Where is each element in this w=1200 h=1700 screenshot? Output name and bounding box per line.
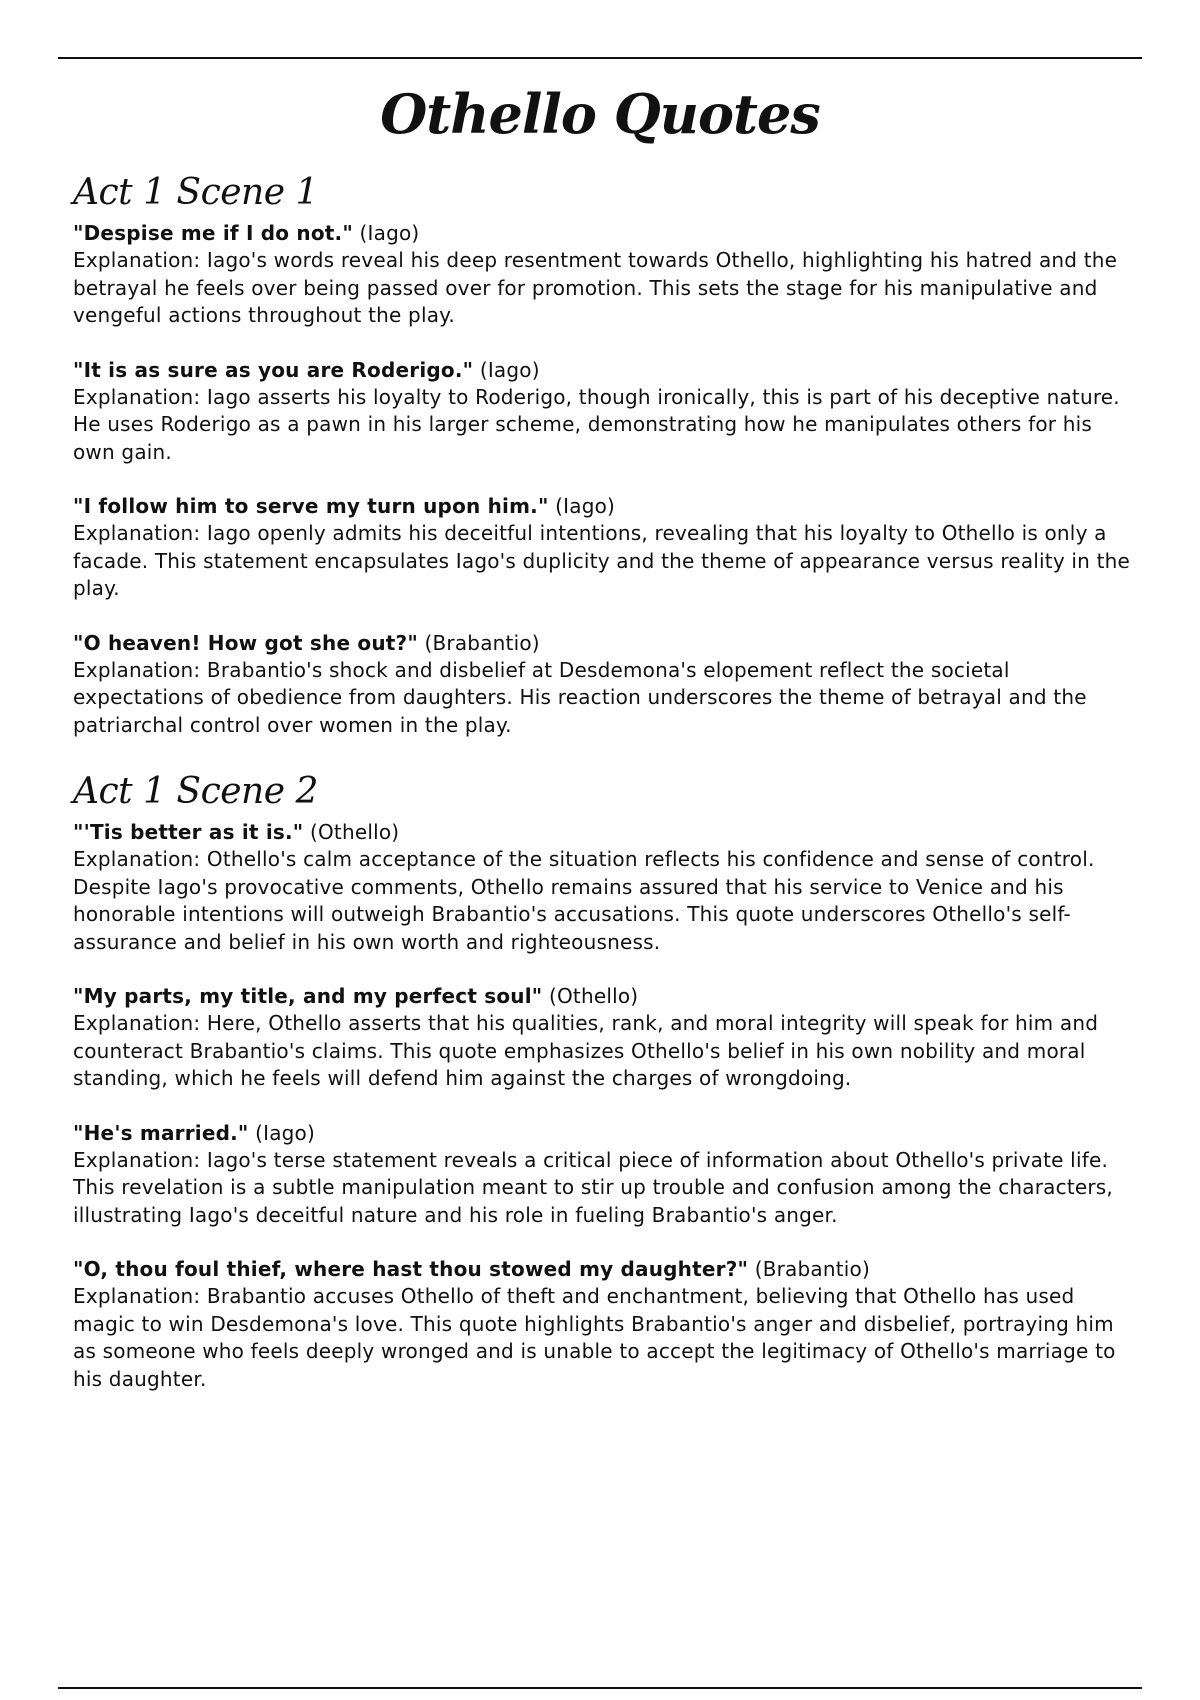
- quote-line: [73, 1256, 1133, 1283]
- explanation: Explanation: Iago openly admits his deceitful intentions, revealing that his loyalty to Othello is only a facade. This statement encapsulates Iago's duplicity and the theme of appearance versus reality in the play.: [73, 521, 1131, 600]
- quote-line: [73, 493, 1133, 520]
- page-title: Othello Quotes: [380, 82, 820, 146]
- quote-text: "'Tis better as it is.": [73, 820, 304, 844]
- quote-entry: [73, 983, 1133, 1093]
- explanation: Explanation: Here, Othello asserts that his qualities, rank, and moral integrity will speak for him and counteract Brabantio's claims. This quote emphasizes Othello's belief in his own nobility and moral standing, which he feels will defend him against the charges of wrongdoing.: [73, 1011, 1099, 1090]
- explanation: Explanation: Iago's terse statement reveals a critical piece of information about Othello's private life. This revelation is a subtle manipulation meant to stir up trouble and confusion among the characters, illustrating Iago's deceitful nature and his role in fueling Brabantio's anger.: [73, 1147, 1113, 1227]
- speaker: (Othello): [548, 984, 639, 1008]
- quote-text: "He's married.": [73, 1120, 249, 1145]
- speaker: (Brabantio): [754, 1257, 870, 1281]
- explanation: Explanation: Iago's words reveal his deep resentment towards Othello, highlighting his hatred and the betrayal he feels over being passed over for promotion. This sets the stage for his manipulative and vengeful actions throughout the play.: [73, 248, 1118, 327]
- quote-text: "My parts, my title, and my perfect soul": [73, 984, 543, 1008]
- quote-line: [73, 983, 1133, 1010]
- quote-entry: [73, 630, 1133, 740]
- quote-line: [73, 630, 1133, 657]
- document-body: [73, 170, 1133, 1393]
- quote-text: "It is as sure as you are Roderigo.": [73, 357, 474, 382]
- quote-entry: [73, 1256, 1133, 1393]
- quote-text: "I follow him to serve my turn upon him.": [73, 494, 549, 518]
- quote-line: [73, 220, 1133, 247]
- section-heading: Act 1 Scene 2: [73, 771, 318, 812]
- speaker: (Iago): [255, 1120, 315, 1145]
- quote-line: [73, 357, 1133, 384]
- quote-text: "O heaven! How got she out?": [73, 630, 418, 655]
- quote-line: [73, 819, 1133, 846]
- speaker: (Othello): [309, 820, 400, 844]
- speaker: (Iago): [479, 357, 540, 382]
- quote-entry: [73, 819, 1133, 956]
- quote-entry: [73, 493, 1133, 603]
- section-act-1-scene-2: [73, 769, 1133, 1393]
- section-heading: Act 1 Scene 1: [73, 172, 318, 213]
- quote-text: "O, thou foul thief, where hast thou stowed my daughter?": [73, 1257, 749, 1281]
- quote-entry: [73, 357, 1133, 467]
- quote-text: "Despise me if I do not.": [73, 221, 353, 245]
- quote-entry: [73, 220, 1133, 330]
- section-act-1-scene-1: [73, 170, 1133, 739]
- speaker: (Brabantio): [424, 630, 540, 655]
- bottom-divider: [58, 1687, 1142, 1689]
- top-divider: [58, 57, 1142, 59]
- quote-line: [73, 1120, 1133, 1147]
- speaker: (Iago): [555, 494, 616, 518]
- explanation: Explanation: Brabantio's shock and disbelief at Desdemona's elopement reflect the societal expectations of obedience from daughters. His reaction underscores the theme of betrayal and the patriarchal control over women in the play.: [73, 657, 1087, 737]
- explanation: Explanation: Iago asserts his loyalty to Roderigo, though ironically, this is part of his deceptive nature. He uses Roderigo as a pawn in his larger scheme, demonstrating how he manipulates others for his own gain.: [73, 384, 1120, 464]
- explanation: Explanation: Brabantio accuses Othello of theft and enchantment, believing that Othello has used magic to win Desdemona's love. This quote highlights Brabantio's anger and disbelief, portraying him as someone who feels deeply wronged and is unable to accept the legitimacy of Othello's marriage to his daughter.: [73, 1284, 1116, 1391]
- explanation: Explanation: Othello's calm acceptance of the situation reflects his confidence and sense of control. Despite Iago's provocative comments, Othello remains assured that his service to Venice and his honorable intentions will outweigh Brabantio's accusations. This quote underscores Othello's self-assurance and belief in his own worth and righteousness.: [73, 847, 1095, 954]
- speaker: (Iago): [359, 221, 420, 245]
- quote-entry: [73, 1120, 1133, 1230]
